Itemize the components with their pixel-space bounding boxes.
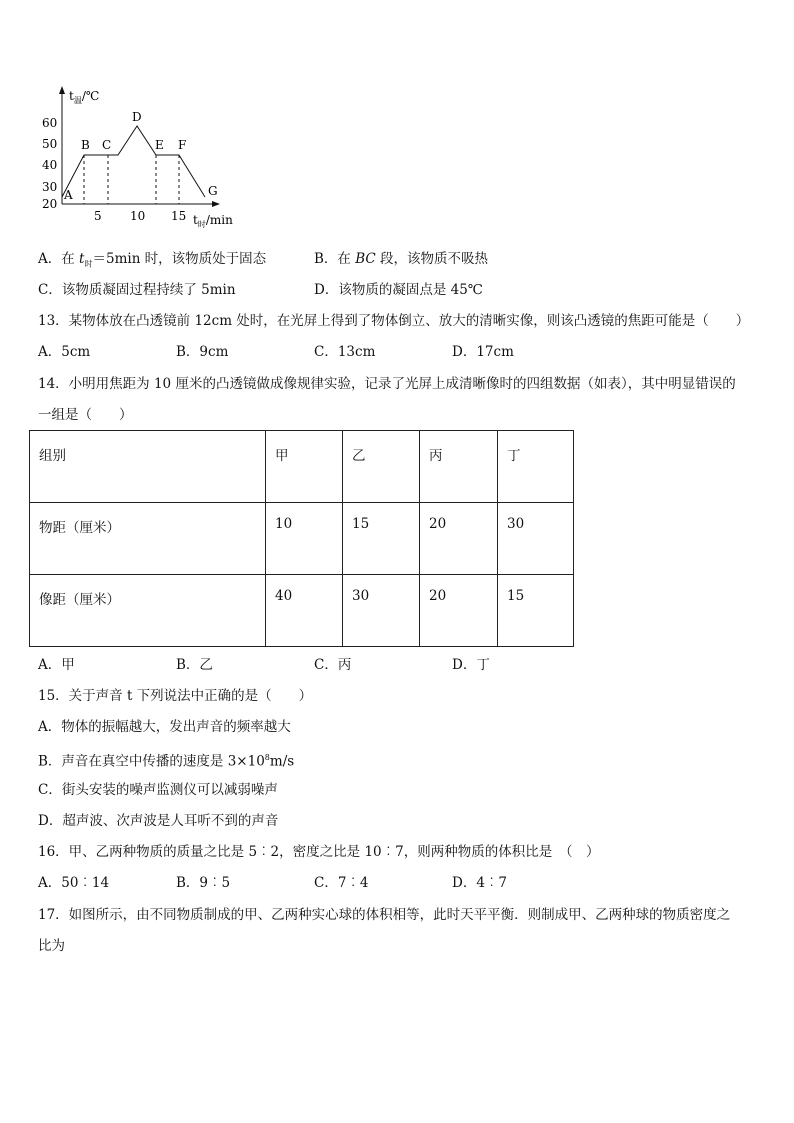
table-cell: 甲: [266, 431, 343, 503]
q14-option-b[interactable]: B．乙: [176, 657, 213, 673]
table-cell: 20: [420, 503, 498, 575]
q15-stem: 15．关于声音 t 下列说法中正确的是（ ）: [38, 688, 313, 704]
x-tick-15: 15: [171, 209, 187, 223]
y-tick-40: 40: [42, 158, 58, 172]
q12-option-c[interactable]: C．该物质凝固过程持续了 5min: [38, 282, 236, 298]
q15-option-d[interactable]: D．超声波、次声波是人耳听不到的声音: [38, 813, 279, 829]
q16-option-c[interactable]: C．7︰4: [314, 875, 369, 891]
q13-option-c[interactable]: C．13cm: [314, 344, 376, 360]
table-cell: 组别: [30, 431, 266, 503]
table-cell: 乙: [343, 431, 420, 503]
q16-stem: 16．甲、乙两种物质的质量之比是 5︰2，密度之比是 10︰7，则两种物质的体积比是 （ ）: [38, 844, 600, 860]
q13-option-d[interactable]: D．17cm: [452, 344, 514, 360]
point-c: C: [102, 138, 112, 152]
q12-option-a[interactable]: A．在 $t_时=5\min$ 时，该物质处于固态: [38, 251, 267, 269]
table-cell: 15: [343, 503, 420, 575]
temperature-time-graph: [36, 84, 246, 234]
q14-option-a[interactable]: A．甲: [38, 657, 75, 673]
point-a: A: [64, 188, 73, 202]
table-cell: 10: [266, 503, 343, 575]
q12-option-d[interactable]: D．该物质的凝固点是 45℃: [314, 282, 483, 298]
q12-option-b[interactable]: B．在 BC 段，该物质不吸热: [314, 251, 489, 267]
q17-stem-line1: 17．如图所示，由不同物质制成的甲、乙两种实心球的体积相等，此时天平平衡．则制成甲、乙两种球的物质密度之: [38, 907, 731, 923]
point-b: B: [81, 138, 90, 152]
q16-option-a[interactable]: A．50︰14: [38, 875, 110, 891]
q16-option-d[interactable]: D．4︰7: [452, 875, 508, 891]
y-axis-label: $t_温/℃$: [69, 89, 100, 105]
y-tick-60: 60: [42, 116, 58, 130]
q15-option-c[interactable]: C．街头安装的噪声监测仪可以减弱噪声: [38, 782, 278, 798]
table-cell: 40: [266, 575, 343, 647]
table-cell: 30: [343, 575, 420, 647]
temperature-curve: [62, 126, 205, 197]
q17-stem-line2: 比为: [38, 938, 65, 954]
q16-option-b[interactable]: B．9︰5: [176, 875, 231, 891]
table-cell: 丙: [420, 431, 498, 503]
table-cell: 15: [498, 575, 574, 647]
y-tick-30: 30: [42, 180, 58, 194]
point-f: F: [178, 138, 187, 152]
table-cell: 像距（厘米）: [30, 575, 266, 647]
q13-option-a[interactable]: A．5cm: [38, 344, 91, 360]
q15-option-a[interactable]: A．物体的振幅越大，发出声音的频率越大: [38, 719, 291, 735]
q15-option-b[interactable]: B．声音在真空中传播的速度是 $3\times 10^8m/s$: [38, 753, 295, 770]
point-g: G: [208, 184, 218, 198]
q13-option-b[interactable]: B．9cm: [176, 344, 229, 360]
table-cell: 物距（厘米）: [30, 503, 266, 575]
q14-stem-line2: 一组是（ ）: [38, 407, 133, 423]
q14-option-c[interactable]: C．丙: [314, 657, 352, 673]
x-tick-10: 10: [130, 209, 146, 223]
q14-stem-line1: 14．小明用焦距为 10 厘米的凸透镜做成像规律实验，记录了光屏上成清晰像时的四组数据（如表），其中明显错误的: [38, 376, 736, 392]
table-cell: 30: [498, 503, 574, 575]
x-tick-5: 5: [94, 209, 102, 223]
point-e: E: [155, 138, 164, 152]
table-row: [30, 575, 574, 647]
table-cell: 丁: [498, 431, 574, 503]
y-tick-20: 20: [42, 197, 58, 211]
x-axis-arrow: [212, 201, 220, 207]
table-header-row: [30, 431, 574, 503]
table-row: [30, 503, 574, 575]
table-cell: 20: [420, 575, 498, 647]
q13-stem: 13．某物体放在凸透镜前 12cm 处时，在光屏上得到了物体倒立、放大的清晰实像，则该凸透镜的焦距可能是（ ）: [38, 313, 750, 329]
x-axis-label: $t_时/\min$: [193, 213, 233, 229]
q14-option-d[interactable]: D．丁: [452, 657, 490, 673]
point-d: D: [132, 110, 142, 124]
y-tick-50: 50: [42, 137, 58, 151]
imaging-data-table: [29, 430, 574, 647]
y-axis-arrow: [59, 86, 65, 94]
